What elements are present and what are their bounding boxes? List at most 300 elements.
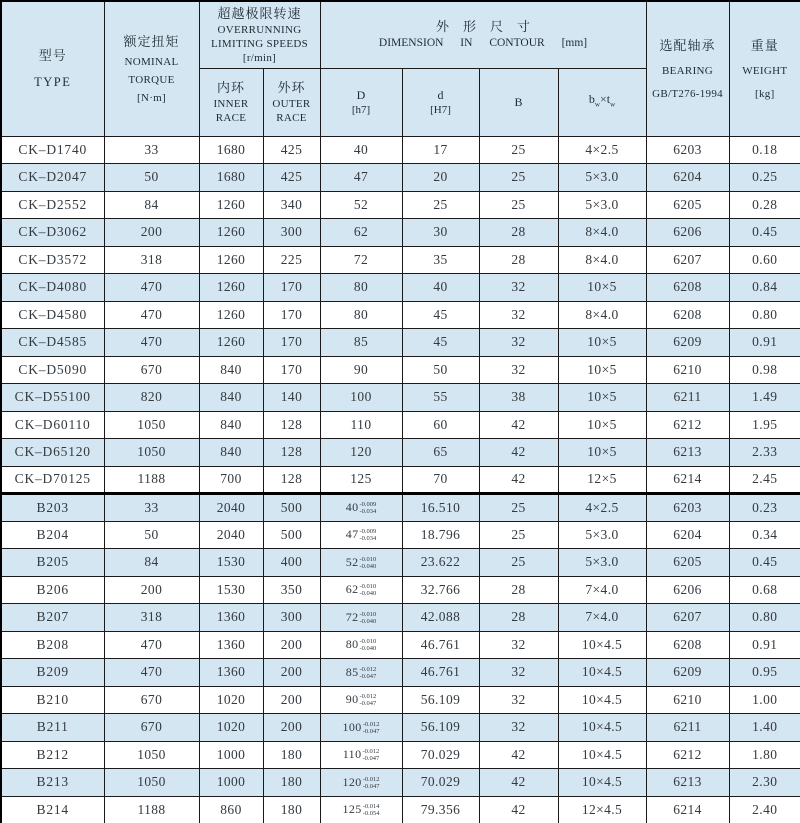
header-inner-race-zh: 内环 xyxy=(216,80,245,95)
dim-D-value: 120 xyxy=(342,774,362,789)
dim-D-tolerance xyxy=(360,611,377,625)
cell-torque: 1188 xyxy=(104,466,199,494)
cell-inner-race: 1530 xyxy=(199,576,263,604)
header-dimension-group xyxy=(320,1,646,68)
table-row xyxy=(1,631,800,659)
dim-D-value: 40 xyxy=(353,141,369,157)
table-row xyxy=(1,604,800,632)
cell-type: B206 xyxy=(1,576,104,604)
dim-D-tolerance xyxy=(363,721,380,735)
tolerance-value: -0.040 xyxy=(359,617,377,625)
cell-keyway: 5×3.0 xyxy=(558,521,646,549)
table-row xyxy=(1,356,800,384)
cell-torque: 200 xyxy=(104,219,199,247)
cell-inner-race: 1680 xyxy=(199,136,263,164)
cell-weight: 2.40 xyxy=(729,796,800,823)
cell-dim-B: 42 xyxy=(479,439,558,467)
cell-bearing: 6206 xyxy=(646,219,729,247)
dim-D-tolerance xyxy=(360,638,377,652)
table-row xyxy=(1,219,800,247)
cell-type: B208 xyxy=(1,631,104,659)
tolerance-value: -0.010 xyxy=(359,610,377,618)
cell-dim-D xyxy=(320,686,402,714)
cell-torque: 1050 xyxy=(104,741,199,769)
dim-D-tolerance xyxy=(360,666,377,680)
dim-D-value: 125 xyxy=(350,471,372,487)
cell-keyway: 10×4.5 xyxy=(558,769,646,797)
cell-weight: 2.33 xyxy=(729,439,800,467)
cell-inner-race: 1000 xyxy=(199,769,263,797)
cell-bearing: 6205 xyxy=(646,191,729,219)
cell-torque: 820 xyxy=(104,384,199,412)
cell-dim-d: 70 xyxy=(402,466,479,494)
cell-inner-race: 1530 xyxy=(199,549,263,577)
cell-inner-race: 1260 xyxy=(199,274,263,302)
cell-keyway: 8×4.0 xyxy=(558,246,646,274)
cell-torque: 33 xyxy=(104,136,199,164)
cell-dim-d: 55 xyxy=(402,384,479,412)
cell-torque: 470 xyxy=(104,329,199,357)
cell-bearing: 6204 xyxy=(646,164,729,192)
cell-weight: 0.80 xyxy=(729,301,800,329)
cell-dim-D xyxy=(320,521,402,549)
tolerance-value: -0.047 xyxy=(362,727,380,735)
cell-dim-B: 32 xyxy=(479,659,558,687)
table-row xyxy=(1,191,800,219)
cell-type: B210 xyxy=(1,686,104,714)
table-row xyxy=(1,164,800,192)
cell-inner-race: 1360 xyxy=(199,631,263,659)
tolerance-value: -0.012 xyxy=(362,748,380,756)
cell-dim-d: 45 xyxy=(402,329,479,357)
tolerance-value: -0.047 xyxy=(359,672,377,680)
cell-torque: 670 xyxy=(104,356,199,384)
cell-inner-race: 1260 xyxy=(199,191,263,219)
cell-keyway: 12×5 xyxy=(558,466,646,494)
cell-dim-D xyxy=(320,411,402,439)
cell-dim-d: 79.356 xyxy=(402,796,479,823)
cell-keyway: 10×5 xyxy=(558,274,646,302)
cell-keyway: 10×4.5 xyxy=(558,659,646,687)
keyway-times: × xyxy=(599,91,607,106)
cell-bearing: 6206 xyxy=(646,576,729,604)
cell-type: B204 xyxy=(1,521,104,549)
dim-D-tolerance xyxy=(363,776,380,790)
cell-outer-race: 300 xyxy=(263,219,320,247)
header-torque-en2: TORQUE xyxy=(128,73,175,86)
table-row xyxy=(1,439,800,467)
cell-bearing: 6207 xyxy=(646,246,729,274)
cell-bearing: 6213 xyxy=(646,769,729,797)
cell-torque: 200 xyxy=(104,576,199,604)
cell-inner-race: 2040 xyxy=(199,521,263,549)
cell-inner-race: 1360 xyxy=(199,604,263,632)
cell-dim-d: 40 xyxy=(402,274,479,302)
cell-torque: 50 xyxy=(104,164,199,192)
header-speeds-en1: OVERRUNNING xyxy=(217,23,302,36)
cell-dim-D xyxy=(320,191,402,219)
dim-D-tolerance xyxy=(363,803,380,817)
header-torque-zh: 额定扭矩 xyxy=(123,33,180,49)
header-dim-B xyxy=(479,68,558,136)
header-dim-D-symbol: D xyxy=(356,87,366,102)
table-row xyxy=(1,741,800,769)
cell-dim-B: 32 xyxy=(479,301,558,329)
table-body xyxy=(1,136,800,823)
cell-dim-d: 45 xyxy=(402,301,479,329)
cell-dim-B: 32 xyxy=(479,714,558,742)
cell-type: B207 xyxy=(1,604,104,632)
cell-type: CK–D3062 xyxy=(1,219,104,247)
header-dim-d-symbol: d xyxy=(437,87,444,102)
cell-dim-d: 46.761 xyxy=(402,631,479,659)
cell-type: CK–D55100 xyxy=(1,384,104,412)
cell-dim-D xyxy=(320,604,402,632)
tolerance-value: -0.012 xyxy=(359,693,377,701)
dim-D-value: 120 xyxy=(350,444,372,460)
cell-dim-d: 70.029 xyxy=(402,741,479,769)
tolerance-value: -0.010 xyxy=(359,638,377,646)
header-dim-d-fit: [H7] xyxy=(430,103,451,116)
cell-dim-B: 28 xyxy=(479,246,558,274)
cell-dim-D xyxy=(320,329,402,357)
cell-torque: 84 xyxy=(104,191,199,219)
cell-dim-D xyxy=(320,796,402,823)
cell-outer-race: 350 xyxy=(263,576,320,604)
header-dimension-zh: 外形尺寸 xyxy=(436,19,545,35)
cell-dim-B: 32 xyxy=(479,686,558,714)
cell-dim-D xyxy=(320,659,402,687)
cell-type: B209 xyxy=(1,659,104,687)
cell-type: CK–D3572 xyxy=(1,246,104,274)
cell-outer-race: 140 xyxy=(263,384,320,412)
tolerance-value: -0.034 xyxy=(359,535,377,543)
cell-inner-race: 700 xyxy=(199,466,263,494)
dim-D-value: 125 xyxy=(342,801,362,816)
header-type xyxy=(1,1,104,136)
cell-weight: 0.60 xyxy=(729,246,800,274)
header-speeds-group xyxy=(199,1,320,68)
cell-inner-race: 840 xyxy=(199,439,263,467)
cell-inner-race: 840 xyxy=(199,356,263,384)
cell-bearing: 6210 xyxy=(646,686,729,714)
tolerance-value: -0.012 xyxy=(362,775,380,783)
cell-type: B205 xyxy=(1,549,104,577)
cell-dim-D xyxy=(320,384,402,412)
table-row xyxy=(1,521,800,549)
cell-keyway: 10×4.5 xyxy=(558,714,646,742)
cell-outer-race: 500 xyxy=(263,494,320,522)
cell-weight: 0.68 xyxy=(729,576,800,604)
header-torque xyxy=(104,1,199,136)
header-speeds-unit: [r/min] xyxy=(242,51,277,64)
cell-dim-d: 65 xyxy=(402,439,479,467)
tolerance-value: -0.014 xyxy=(362,803,380,811)
table-row xyxy=(1,494,800,522)
header-dim-D xyxy=(320,68,402,136)
cell-type: B214 xyxy=(1,796,104,823)
cell-torque: 318 xyxy=(104,604,199,632)
cell-dim-D xyxy=(320,466,402,494)
dim-D-value: 52 xyxy=(345,554,359,569)
header-inner-race xyxy=(199,68,263,136)
cell-keyway: 7×4.0 xyxy=(558,604,646,632)
cell-weight: 0.91 xyxy=(729,329,800,357)
cell-dim-D xyxy=(320,439,402,467)
cell-weight: 0.98 xyxy=(729,356,800,384)
table-row xyxy=(1,384,800,412)
table-row xyxy=(1,686,800,714)
cell-weight: 1.95 xyxy=(729,411,800,439)
cell-weight: 0.91 xyxy=(729,631,800,659)
cell-inner-race: 2040 xyxy=(199,494,263,522)
cell-keyway: 8×4.0 xyxy=(558,219,646,247)
table-row xyxy=(1,714,800,742)
table-row xyxy=(1,329,800,357)
cell-bearing: 6212 xyxy=(646,411,729,439)
cell-dim-B: 42 xyxy=(479,411,558,439)
dim-D-value: 40 xyxy=(345,500,359,515)
tolerance-value: -0.040 xyxy=(359,562,377,570)
header-type-zh: 型号 xyxy=(38,48,67,64)
cell-weight: 1.00 xyxy=(729,686,800,714)
cell-outer-race: 200 xyxy=(263,631,320,659)
cell-inner-race: 860 xyxy=(199,796,263,823)
cell-inner-race: 1020 xyxy=(199,686,263,714)
cell-inner-race: 840 xyxy=(199,411,263,439)
cell-weight: 0.80 xyxy=(729,604,800,632)
cell-bearing: 6211 xyxy=(646,714,729,742)
cell-dim-B: 25 xyxy=(479,136,558,164)
cell-dim-D xyxy=(320,549,402,577)
cell-outer-race: 180 xyxy=(263,796,320,823)
cell-inner-race: 1260 xyxy=(199,301,263,329)
cell-weight: 0.84 xyxy=(729,274,800,302)
cell-type: CK–D2047 xyxy=(1,164,104,192)
cell-torque: 50 xyxy=(104,521,199,549)
cell-keyway: 10×4.5 xyxy=(558,686,646,714)
cell-dim-B: 32 xyxy=(479,274,558,302)
cell-type: CK–D2552 xyxy=(1,191,104,219)
tolerance-value: -0.010 xyxy=(359,583,377,591)
cell-keyway: 10×5 xyxy=(558,411,646,439)
cell-type: CK–D4585 xyxy=(1,329,104,357)
table-row xyxy=(1,769,800,797)
cell-torque: 470 xyxy=(104,274,199,302)
cell-type: CK–D5090 xyxy=(1,356,104,384)
cell-dim-d: 60 xyxy=(402,411,479,439)
header-type-en: TYPE xyxy=(34,75,72,90)
cell-keyway: 10×4.5 xyxy=(558,741,646,769)
header-dimension-en: DIMENSION IN CONTOUR [mm] xyxy=(378,37,588,50)
dim-D-value: 62 xyxy=(353,224,369,240)
table-header xyxy=(1,1,800,136)
cell-dim-B: 28 xyxy=(479,219,558,247)
cell-dim-d: 56.109 xyxy=(402,714,479,742)
dim-D-value: 47 xyxy=(353,169,369,185)
cell-inner-race: 1260 xyxy=(199,246,263,274)
cell-type: CK–D65120 xyxy=(1,439,104,467)
cell-dim-d: 30 xyxy=(402,219,479,247)
keyway-t-sub: w xyxy=(610,100,616,109)
dim-D-value: 110 xyxy=(350,416,372,432)
tolerance-value: -0.034 xyxy=(359,508,377,516)
dim-D-tolerance xyxy=(360,556,377,570)
tolerance-value: -0.040 xyxy=(359,645,377,653)
cell-outer-race: 180 xyxy=(263,769,320,797)
header-speeds-en2: LIMITING SPEEDS xyxy=(210,37,309,50)
tolerance-value: -0.012 xyxy=(362,720,380,728)
dim-D-value: 80 xyxy=(345,637,359,652)
cell-outer-race: 170 xyxy=(263,301,320,329)
tolerance-value: -0.047 xyxy=(362,782,380,790)
cell-dim-d: 42.088 xyxy=(402,604,479,632)
cell-weight: 2.45 xyxy=(729,466,800,494)
header-torque-unit: [N·m] xyxy=(137,91,166,104)
cell-outer-race: 300 xyxy=(263,604,320,632)
cell-type: B213 xyxy=(1,769,104,797)
cell-weight: 1.49 xyxy=(729,384,800,412)
cell-keyway: 10×5 xyxy=(558,439,646,467)
cell-outer-race: 200 xyxy=(263,659,320,687)
header-weight-en: WEIGHT xyxy=(742,64,788,77)
cell-outer-race: 180 xyxy=(263,741,320,769)
table-row xyxy=(1,576,800,604)
cell-bearing: 6210 xyxy=(646,356,729,384)
cell-torque: 33 xyxy=(104,494,199,522)
dim-D-value: 90 xyxy=(345,692,359,707)
tolerance-value: -0.054 xyxy=(362,810,380,818)
cell-dim-B: 25 xyxy=(479,549,558,577)
cell-bearing: 6205 xyxy=(646,549,729,577)
cell-outer-race: 500 xyxy=(263,521,320,549)
cell-dim-D xyxy=(320,494,402,522)
cell-dim-d: 70.029 xyxy=(402,769,479,797)
tolerance-value: -0.047 xyxy=(359,700,377,708)
dim-D-tolerance xyxy=(360,501,377,515)
dim-D-tolerance xyxy=(360,693,377,707)
dim-D-tolerance xyxy=(360,528,377,542)
cell-dim-B: 25 xyxy=(479,191,558,219)
cell-outer-race: 225 xyxy=(263,246,320,274)
cell-dim-D xyxy=(320,741,402,769)
table-row xyxy=(1,659,800,687)
cell-weight: 1.80 xyxy=(729,741,800,769)
dim-D-value: 80 xyxy=(353,306,369,322)
dim-D-tolerance xyxy=(362,748,379,762)
cell-dim-d: 56.109 xyxy=(402,686,479,714)
cell-weight: 0.25 xyxy=(729,164,800,192)
cell-bearing: 6209 xyxy=(646,329,729,357)
header-bearing xyxy=(646,1,729,136)
tolerance-value: -0.009 xyxy=(359,528,377,536)
keyway-b: b xyxy=(588,91,595,106)
cell-bearing: 6213 xyxy=(646,439,729,467)
cell-dim-D xyxy=(320,301,402,329)
dim-D-value: 85 xyxy=(353,334,369,350)
cell-dim-B: 42 xyxy=(479,466,558,494)
cell-type: B212 xyxy=(1,741,104,769)
dim-D-value: 100 xyxy=(350,389,372,405)
cell-dim-B: 32 xyxy=(479,631,558,659)
cell-weight: 0.45 xyxy=(729,549,800,577)
cell-keyway: 5×3.0 xyxy=(558,549,646,577)
cell-torque: 470 xyxy=(104,659,199,687)
header-keyway-formula xyxy=(589,92,615,112)
cell-weight: 0.23 xyxy=(729,494,800,522)
cell-outer-race: 200 xyxy=(263,686,320,714)
cell-outer-race: 170 xyxy=(263,329,320,357)
cell-keyway: 4×2.5 xyxy=(558,494,646,522)
cell-keyway: 10×4.5 xyxy=(558,631,646,659)
cell-weight: 0.34 xyxy=(729,521,800,549)
cell-bearing: 6208 xyxy=(646,631,729,659)
cell-dim-B: 32 xyxy=(479,356,558,384)
cell-dim-D xyxy=(320,164,402,192)
cell-dim-B: 25 xyxy=(479,521,558,549)
header-bearing-zh: 选配轴承 xyxy=(659,37,716,53)
cell-outer-race: 128 xyxy=(263,411,320,439)
cell-inner-race: 1680 xyxy=(199,164,263,192)
cell-dim-B: 42 xyxy=(479,741,558,769)
cell-dim-d: 35 xyxy=(402,246,479,274)
cell-dim-D xyxy=(320,576,402,604)
keyway-t: t xyxy=(606,91,611,106)
cell-outer-race: 200 xyxy=(263,714,320,742)
cell-bearing: 6203 xyxy=(646,494,729,522)
cell-torque: 1050 xyxy=(104,439,199,467)
table-row xyxy=(1,796,800,823)
cell-dim-D xyxy=(320,246,402,274)
tolerance-value: -0.047 xyxy=(362,755,380,763)
cell-type: CK–D60110 xyxy=(1,411,104,439)
cell-dim-B: 25 xyxy=(479,494,558,522)
dim-D-value: 72 xyxy=(345,609,359,624)
cell-keyway: 7×4.0 xyxy=(558,576,646,604)
cell-keyway: 5×3.0 xyxy=(558,164,646,192)
cell-weight: 0.45 xyxy=(729,219,800,247)
cell-dim-d: 25 xyxy=(402,191,479,219)
dim-D-value: 110 xyxy=(342,747,362,762)
cell-torque: 1050 xyxy=(104,411,199,439)
cell-type: CK–D1740 xyxy=(1,136,104,164)
cell-bearing: 6214 xyxy=(646,466,729,494)
tolerance-value: -0.010 xyxy=(359,555,377,563)
cell-dim-D xyxy=(320,219,402,247)
cell-outer-race: 425 xyxy=(263,136,320,164)
header-keyway xyxy=(558,68,646,136)
cell-weight: 0.28 xyxy=(729,191,800,219)
cell-dim-d: 50 xyxy=(402,356,479,384)
cell-torque: 1188 xyxy=(104,796,199,823)
dim-D-value: 62 xyxy=(345,582,359,597)
cell-outer-race: 400 xyxy=(263,549,320,577)
cell-keyway: 10×5 xyxy=(558,356,646,384)
table-row xyxy=(1,301,800,329)
table-row xyxy=(1,549,800,577)
cell-type: CK–D4580 xyxy=(1,301,104,329)
cell-weight: 0.95 xyxy=(729,659,800,687)
cell-dim-B: 42 xyxy=(479,769,558,797)
cell-type: B211 xyxy=(1,714,104,742)
cell-bearing: 6203 xyxy=(646,136,729,164)
header-weight-unit: [kg] xyxy=(755,87,775,100)
cell-outer-race: 128 xyxy=(263,439,320,467)
cell-dim-D xyxy=(320,274,402,302)
dim-D-value: 85 xyxy=(345,664,359,679)
cell-bearing: 6207 xyxy=(646,604,729,632)
keyway-b-sub: w xyxy=(594,100,600,109)
